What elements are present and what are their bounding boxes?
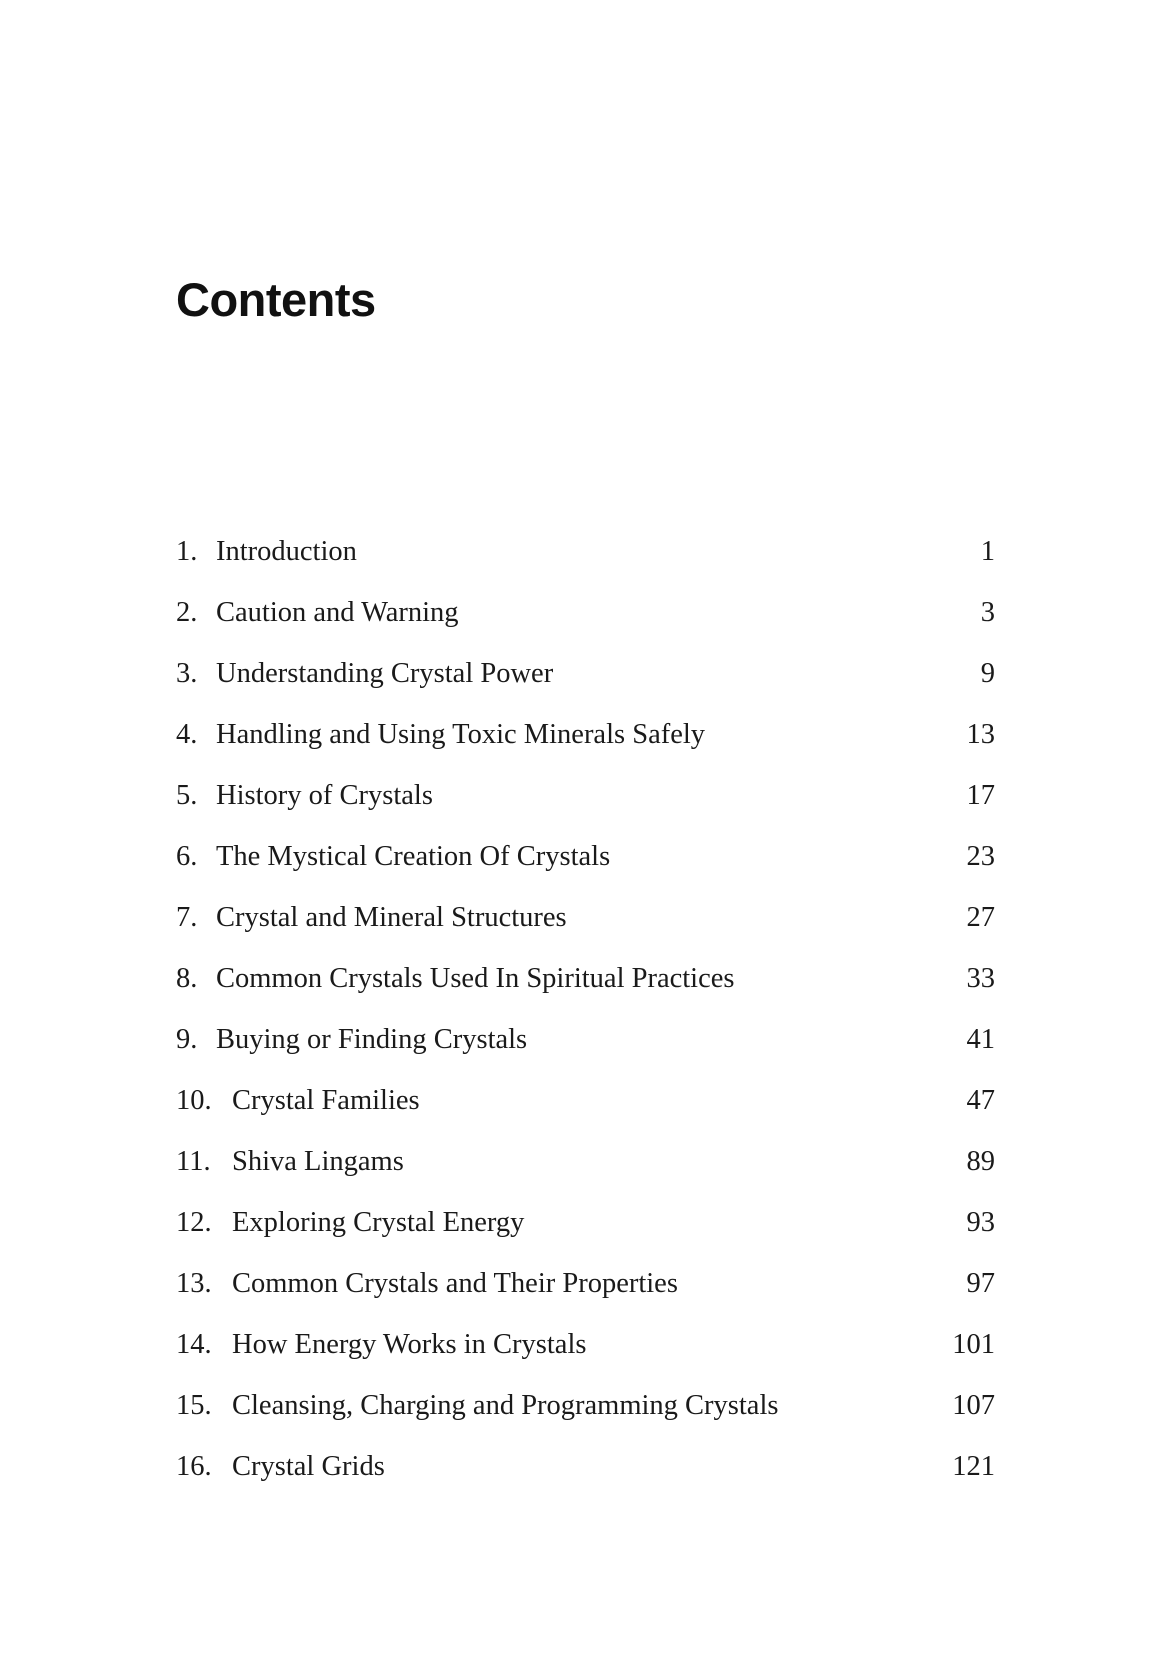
toc-entry-number: 9. [176,1024,198,1055]
toc-entry-page: 93 [966,1207,995,1238]
toc-entry-page: 97 [966,1268,995,1299]
toc-entry[interactable] [176,1077,995,1138]
toc-entry-title: Exploring Crystal Energy [232,1207,525,1238]
toc-entry-number: 2. [176,597,198,628]
toc-entry[interactable] [176,1138,995,1199]
toc-entry[interactable] [176,589,995,650]
toc-entry-page: 17 [966,780,995,811]
toc-entry-page: 121 [952,1451,995,1482]
table-of-contents [176,528,995,1504]
toc-entry[interactable] [176,1321,995,1382]
toc-entry-title: Common Crystals Used In Spiritual Practices [216,963,735,994]
toc-entry-title: Crystal Families [232,1085,420,1116]
toc-entry[interactable] [176,955,995,1016]
toc-entry-page: 101 [952,1329,995,1360]
toc-entry-number: 3. [176,658,198,689]
toc-entry[interactable] [176,1260,995,1321]
toc-entry-number: 1. [176,536,198,567]
toc-entry-title: Handling and Using Toxic Minerals Safely [216,719,706,750]
toc-entry-title: Crystal Grids [232,1451,385,1482]
toc-entry-number: 12. [176,1207,212,1238]
toc-entry[interactable] [176,772,995,833]
toc-entry-number: 6. [176,841,198,872]
toc-entry-page: 13 [966,719,995,750]
toc-entry-number: 7. [176,902,198,933]
toc-entry[interactable] [176,894,995,955]
toc-entry-title: Common Crystals and Their Properties [232,1268,678,1299]
toc-entry[interactable] [176,711,995,772]
toc-entry-number: 15. [176,1390,212,1421]
toc-entry-number: 11. [176,1146,211,1177]
toc-entry-page: 3 [980,597,995,628]
toc-entry[interactable] [176,833,995,894]
toc-entry-title: Crystal and Mineral Structures [216,902,567,933]
toc-entry-page: 9 [980,658,995,689]
toc-entry-title: Caution and Warning [216,597,459,628]
toc-entry-title: Understanding Crystal Power [216,658,554,689]
toc-entry-page: 27 [966,902,995,933]
page-title: Contents [176,273,376,326]
toc-entry-number: 13. [176,1268,212,1299]
toc-entry-page: 23 [966,841,995,872]
toc-entry-page: 33 [966,963,995,994]
toc-entry-page: 107 [952,1390,995,1421]
toc-entry-title: Shiva Lingams [232,1146,404,1177]
toc-entry-number: 16. [176,1451,212,1482]
toc-entry[interactable] [176,1443,995,1504]
toc-entry[interactable] [176,528,995,589]
toc-entry-number: 8. [176,963,198,994]
toc-entry-title: Introduction [216,536,357,567]
toc-entry-title: Cleansing, Charging and Programming Crystals [232,1390,779,1421]
toc-entry-page: 1 [980,536,995,567]
toc-entry[interactable] [176,1016,995,1077]
toc-entry[interactable] [176,1382,995,1443]
toc-entry-title: Buying or Finding Crystals [216,1024,528,1055]
toc-entry-number: 10. [176,1085,212,1116]
toc-entry-number: 14. [176,1329,212,1360]
toc-entry-number: 4. [176,719,198,750]
toc-entry[interactable] [176,1199,995,1260]
toc-entry-number: 5. [176,780,198,811]
toc-entry-page: 41 [966,1024,995,1055]
toc-entry-page: 47 [966,1085,995,1116]
toc-entry-title: History of Crystals [216,780,433,811]
toc-entry-page: 89 [966,1146,995,1177]
toc-entry-title: The Mystical Creation Of Crystals [216,841,611,872]
toc-entry-title: How Energy Works in Crystals [232,1329,587,1360]
toc-entry[interactable] [176,650,995,711]
